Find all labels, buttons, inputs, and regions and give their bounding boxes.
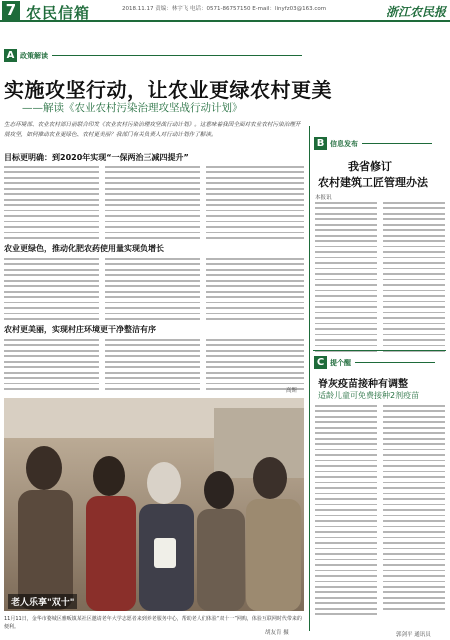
section-letter-a: A	[4, 49, 17, 62]
article-b-col1	[315, 202, 377, 356]
article-c-subtitle: 适龄儿童可免费接种2剂疫苗	[318, 391, 420, 400]
article-body-col1	[4, 166, 99, 243]
section-rule-c	[355, 362, 435, 363]
article-heading-3: 农村更美丽，实现村庄环境更干净整洁有序	[4, 325, 156, 334]
masthead	[0, 0, 450, 22]
section-tag-a	[4, 49, 302, 62]
article-body-col1c	[4, 339, 99, 394]
photo-title: 老人乐享"双十"	[8, 594, 77, 609]
paper-logo: 浙江农民报	[385, 5, 446, 19]
column-name: 农民信箱	[26, 4, 91, 22]
article-body-col3	[206, 166, 304, 243]
section-label-a: 政策解读	[20, 51, 48, 60]
article-b-title-line2: 农村建筑工匠管理办法	[318, 176, 428, 189]
section-rule-b	[362, 143, 432, 144]
section-tag-c	[314, 356, 435, 369]
article-heading-2: 农业更绿色，推动化肥农药使用量实现负增长	[4, 244, 164, 253]
photo-credit: 胡友肯 摄	[265, 630, 289, 636]
photo-caption: 11月11日，金华市婺城区雅畈镇某社区邀请老年大学志愿者来到养老服务中心，帮助老人们体验“双十一”网购，体验互联网时代带来的便利。	[4, 616, 302, 630]
article-body-col3b	[206, 258, 304, 324]
main-subhead: ——解读《农业农村污染治理攻坚战行动计划》	[22, 102, 243, 114]
column-divider	[309, 126, 310, 631]
main-headline: 实施攻坚行动，让农业更绿农村更美	[4, 78, 332, 102]
article-body-col2c	[105, 339, 200, 394]
article-c-col2	[383, 405, 445, 613]
section-letter-c: C	[314, 356, 327, 369]
article-body-col2b	[105, 258, 200, 324]
article-body-col1b	[4, 258, 99, 324]
article-heading-1: 目标更明确：到2020年实现“一保两治三减四提升”	[4, 153, 189, 162]
photo-illustration	[4, 398, 304, 611]
article-b-title-line1: 我省修订	[348, 160, 392, 173]
author-a: 高斯	[286, 388, 298, 394]
page-number: 7	[2, 1, 20, 20]
section-label-c: 提个醒	[330, 358, 351, 367]
section-rule-a	[52, 55, 302, 56]
section-label-b: 信息发布	[330, 139, 358, 148]
article-body-col2	[105, 166, 200, 243]
section-separator	[313, 350, 446, 351]
byline-b: 本报讯	[315, 195, 332, 201]
lead-paragraph: 生态环境部、农业农村部日前联合印发《农业农村污染治理攻坚战行动计划》。这意味着我国全面对农业农村污染治理开展攻坚，如何推动农业更绿色、农村更美丽？我部门有关负责人对行动计划作了解读。	[4, 122, 301, 138]
section-tag-b	[314, 137, 432, 150]
article-c-title: 脊灰疫苗接种有调整	[318, 379, 408, 390]
byline-c: 郭剑平 通讯员	[396, 632, 431, 638]
article-c-col1	[315, 405, 377, 619]
article-b-col2	[383, 202, 445, 356]
masthead-meta: 2018.11.17 责编：林宇飞 电话：0571-86757150 E-mail：linyfz03@163.com	[122, 6, 327, 12]
news-photo	[4, 398, 304, 611]
section-letter-b: B	[314, 137, 327, 150]
